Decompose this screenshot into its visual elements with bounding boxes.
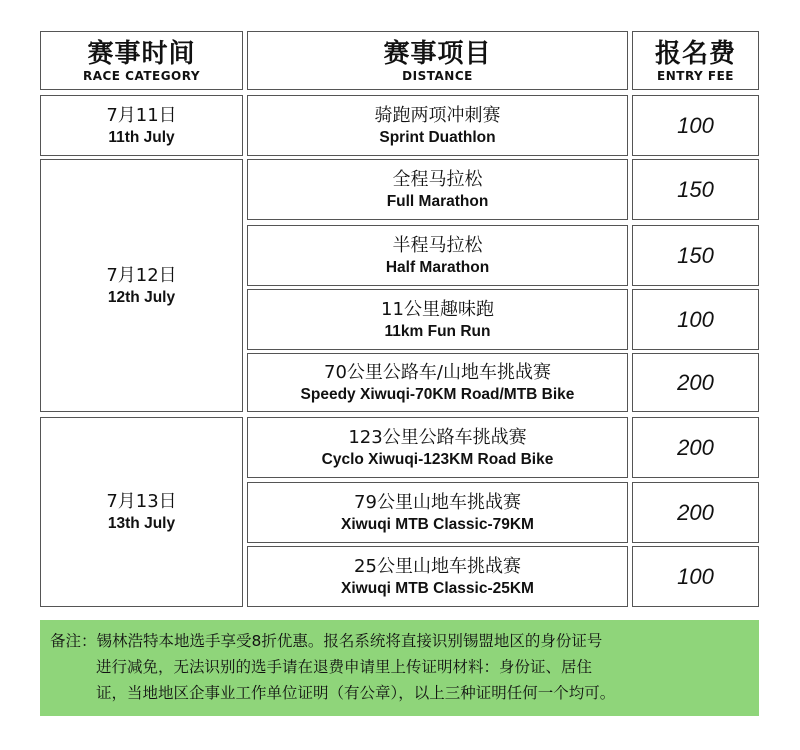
fee-cell bbox=[632, 225, 759, 286]
header-fee-cell bbox=[632, 31, 759, 90]
header-fee-subtitle: ENTRY FEE bbox=[657, 68, 734, 83]
note-line-1 bbox=[50, 628, 749, 654]
entry-fee: 200 bbox=[677, 499, 714, 525]
header-date-cell bbox=[40, 31, 243, 90]
event-cell bbox=[247, 95, 628, 156]
event-name-en: Full Marathon bbox=[386, 192, 489, 210]
event-cell bbox=[247, 225, 628, 286]
header-fee-title: 报名费 bbox=[654, 38, 736, 69]
event-cell bbox=[247, 289, 628, 350]
entry-fee: 200 bbox=[677, 369, 714, 395]
event-name-en: Cyclo Xiwuqi-123KM Road Bike bbox=[321, 450, 554, 468]
event-name-en: Half Marathon bbox=[385, 258, 490, 276]
entry-fee: 150 bbox=[677, 176, 714, 202]
event-name-cn: 全程马拉松 bbox=[392, 168, 483, 190]
entry-fee: 100 bbox=[677, 306, 714, 332]
event-name-cn: 骑跑两项冲刺赛 bbox=[374, 104, 501, 126]
date-en: 12th July bbox=[107, 288, 176, 306]
note-label: 备注： bbox=[50, 632, 97, 650]
entry-fee: 150 bbox=[677, 242, 714, 268]
event-name-en: Xiwuqi MTB Classic-25KM bbox=[341, 579, 534, 597]
date-cell-day1 bbox=[40, 95, 243, 156]
fee-cell bbox=[632, 482, 759, 543]
header-date-subtitle: RACE CATEGORY bbox=[82, 68, 201, 83]
event-cell bbox=[247, 482, 628, 543]
event-cell bbox=[247, 159, 628, 220]
event-name-en: Speedy Xiwuqi-70KM Road/MTB Bike bbox=[300, 385, 575, 403]
event-name-cn: 25公里山地车挑战赛 bbox=[354, 555, 521, 577]
event-name-cn: 79公里山地车挑战赛 bbox=[354, 491, 521, 513]
note-line-3: 证，当地地区企事业工作单位证明（有公章），以上三种证明任何一个均可。 bbox=[96, 684, 616, 702]
header-event-subtitle: DISTANCE bbox=[402, 68, 473, 83]
event-name-cn: 半程马拉松 bbox=[392, 234, 483, 256]
header-date-title: 赛事时间 bbox=[87, 38, 196, 69]
header-event-cell bbox=[247, 31, 628, 90]
event-cell bbox=[247, 417, 628, 478]
date-cn: 7月11日 bbox=[106, 104, 177, 126]
note-text-1: 锡林浩特本地选手享受8折优惠。报名系统将直接识别锡盟地区的身份证号 bbox=[96, 632, 603, 650]
entry-fee: 100 bbox=[677, 112, 714, 138]
date-cn: 7月12日 bbox=[106, 264, 177, 286]
fee-cell bbox=[632, 417, 759, 478]
fee-cell bbox=[632, 353, 759, 412]
fee-cell bbox=[632, 546, 759, 607]
fee-cell bbox=[632, 159, 759, 220]
event-name-cn: 70公里公路车/山地车挑战赛 bbox=[324, 361, 551, 383]
note-box bbox=[40, 620, 759, 716]
event-name-en: Sprint Duathlon bbox=[379, 128, 496, 146]
date-en: 13th July bbox=[107, 515, 176, 532]
event-name-en: Xiwuqi MTB Classic-79KM bbox=[341, 515, 534, 533]
event-name-cn: 123公里公路车挑战赛 bbox=[348, 426, 527, 448]
fee-cell bbox=[632, 289, 759, 350]
fee-cell bbox=[632, 95, 759, 156]
header-event-title: 赛事项目 bbox=[383, 38, 492, 69]
date-cn: 7月13日 bbox=[106, 491, 177, 512]
event-name-cn: 11公里趣味跑 bbox=[381, 298, 494, 320]
date-cell-day3 bbox=[40, 417, 243, 607]
event-name-en: 11km Fun Run bbox=[384, 322, 491, 340]
entry-fee: 100 bbox=[677, 563, 714, 589]
date-en: 11th July bbox=[108, 128, 175, 146]
date-cell-day2 bbox=[40, 159, 243, 412]
entry-fee: 200 bbox=[677, 434, 714, 460]
event-cell bbox=[247, 353, 628, 412]
note-line-2: 进行减免，无法识别的选手请在退费申请里上传证明材料：身份证、居住 bbox=[96, 658, 593, 676]
event-cell bbox=[247, 546, 628, 607]
